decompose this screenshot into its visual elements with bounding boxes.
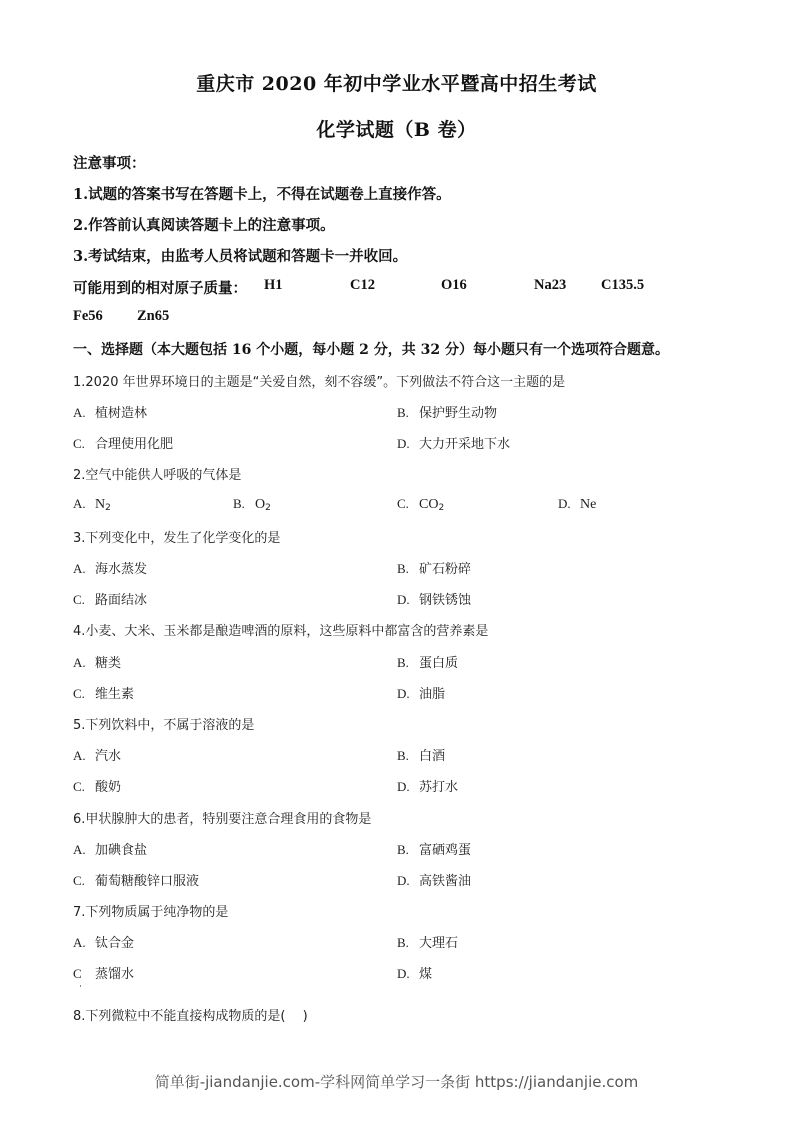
note-item-2: 2.作答前认真阅读答题卡上的注意事项。 — [73, 217, 335, 234]
question-6-option-a: A. 加碘食盐 — [73, 842, 148, 858]
question-1-option-a: A. 植树造林 — [73, 405, 148, 421]
question-3-option-b: B. 矿石粉碎 — [397, 561, 472, 577]
question-4-stem: 4.小麦、大米、玉米都是酿造啤酒的原料，这些原料中都富含的营养素是 — [73, 624, 489, 639]
atomic-mass-label: 可能用到的相对原子质量： — [73, 280, 247, 297]
atomic-mass-h: H1 — [264, 277, 283, 293]
question-2-option-a: A. $N_2$ — [73, 496, 111, 513]
question-3-option-d: D. 钢铁锈蚀 — [397, 592, 472, 608]
question-1-option-c: C. 合理使用化肥 — [73, 436, 174, 452]
atomic-mass-zn: Zn65 — [137, 308, 170, 324]
question-4-option-b: B. 蛋白质 — [397, 655, 459, 671]
question-2-option-d: D. Ne — [558, 496, 597, 512]
question-1-option-b: B. 保护野生动物 — [397, 405, 498, 421]
footer-watermark: 简单街-jiandanjie.com-学科网简单学习一条街 https://jiandanjie.com — [154, 1073, 639, 1091]
question-4-option-c: C. 维生素 — [73, 686, 135, 702]
question-7-stem: 7.下列物质属于纯净物的是 — [73, 905, 229, 920]
question-7-option-d: D. 煤 — [397, 966, 433, 982]
note-item-3: 3.考试结束，由监考人员将试题和答题卡一并收回。 — [73, 248, 408, 265]
question-3-option-a: A. 海水蒸发 — [73, 561, 148, 577]
question-5-stem: 5.下列饮料中，不属于溶液的是 — [73, 718, 255, 733]
question-7-option-b: B. 大理石 — [397, 935, 459, 951]
question-6-option-d: D. 高铁酱油 — [397, 873, 472, 889]
question-7-option-c: C 蒸馏水 — [73, 966, 135, 982]
question-4-option-a: A. 糖类 — [73, 655, 122, 671]
question-2-option-b: B. $O_2$ — [233, 496, 271, 513]
question-1-stem: 1.2020 年世界环境日的主题是“关爱自然，刻不容缓”。下列做法不符合这一主题的是 — [73, 375, 566, 390]
notes-heading: 注意事项： — [73, 155, 146, 172]
question-1-option-d: D. 大力开采地下水 — [397, 436, 511, 452]
question-4-option-d: D. 油脂 — [397, 686, 446, 702]
question-5-option-b: B. 白酒 — [397, 748, 446, 764]
atomic-mass-na: Na23 — [534, 277, 567, 293]
question-5-option-d: D. 苏打水 — [397, 779, 459, 795]
question-7-option-a: A. 钛合金 — [73, 935, 135, 951]
exam-subtitle: 化学试题（B 卷） — [316, 119, 477, 141]
question-5-option-c: C. 酸奶 — [73, 779, 122, 795]
atomic-mass-c: C12 — [350, 277, 375, 293]
question-2-stem: 2.空气中能供人呼吸的气体是 — [73, 468, 242, 483]
question-3-option-c: C. 路面结冰 — [73, 592, 148, 608]
question-8-stem: 8.下列微粒中不能直接构成物质的是( ) — [73, 1009, 308, 1024]
stray-mark — [80, 985, 81, 987]
atomic-mass-fe: Fe56 — [73, 308, 103, 324]
exam-title: 重庆市 2020 年初中学业水平暨高中招生考试 — [196, 73, 597, 95]
section-heading: 一、选择题（本大题包括 16 个小题，每小题 2 分，共 32 分）每小题只有一个选项符合题意。 — [73, 342, 669, 358]
note-item-1: 1.试题的答案书写在答题卡上，不得在试题卷上直接作答。 — [73, 186, 451, 203]
atomic-mass-o: O16 — [441, 277, 467, 293]
atomic-mass-cl: C135.5 — [601, 277, 645, 293]
question-3-stem: 3.下列变化中，发生了化学变化的是 — [73, 531, 281, 546]
question-2-option-c: C. $CO_2$ — [397, 496, 445, 513]
question-5-option-a: A. 汽水 — [73, 748, 122, 764]
question-6-option-b: B. 富硒鸡蛋 — [397, 842, 472, 858]
question-6-option-c: C. 葡萄糖酸锌口服液 — [73, 873, 200, 889]
question-6-stem: 6.甲状腺肿大的患者，特别要注意合理食用的食物是 — [73, 812, 372, 827]
